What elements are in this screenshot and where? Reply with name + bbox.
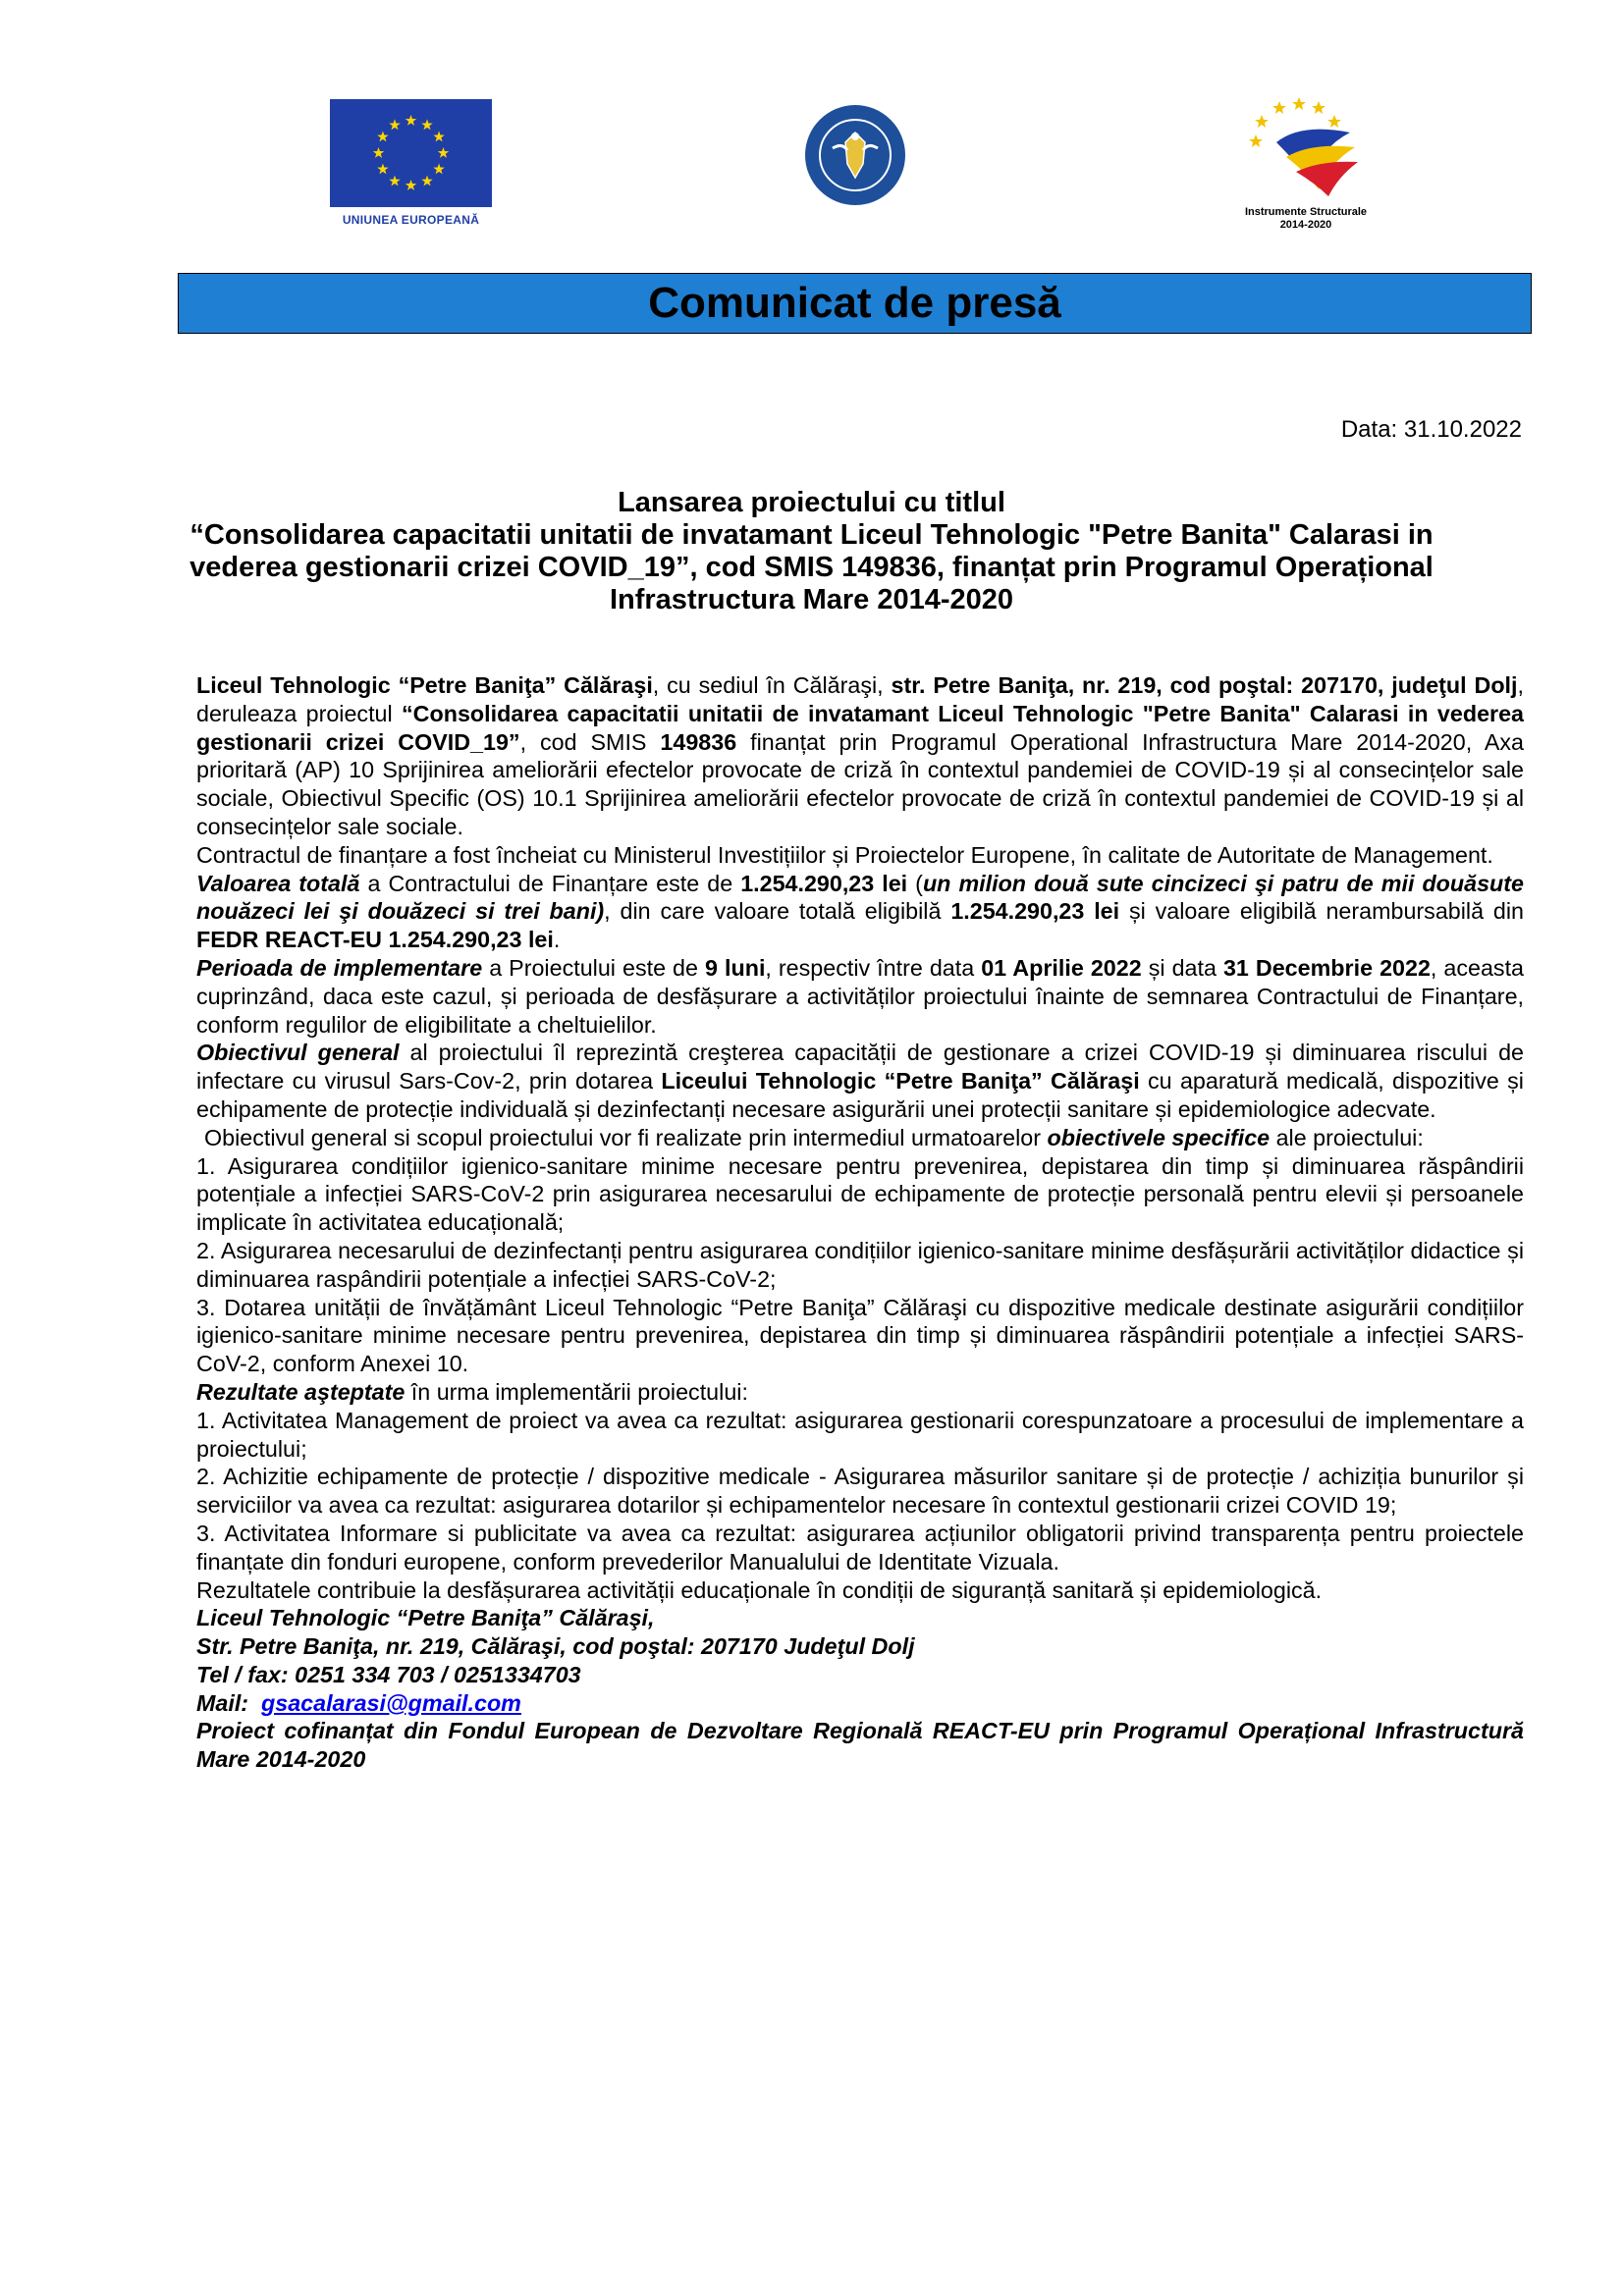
objective-item: 2. Asigurarea necesarului de dezinfectanți pentru asigurarea condițiilor igienico-sanitare minime desfășurării activităților didactice și diminuarea raspândirii potențiale a infecției SARS-CoV-2; (196, 1237, 1524, 1292)
period-label: Perioada de implementare (196, 954, 483, 981)
text-span: Obiectivul general si scopul proiectului vor fi realizate prin intermediul urmatoarelor (204, 1124, 1048, 1150)
text-span: cu aparatură medicală, dispozitive și echipamente de protecție individuală și dezinfectanți necesare asigurării unei protecții sanitare și epidemiologice adecvate. (196, 1068, 1524, 1122)
structural-instruments-caption-2: 2014-2020 (1279, 219, 1332, 231)
document-body (196, 671, 1524, 1774)
paragraph-intro (196, 671, 1524, 841)
eu-flag-icon (330, 99, 492, 207)
text-span: , deruleaza proiectul (196, 672, 1524, 726)
structural-instruments-icon (1242, 93, 1370, 201)
total-value: 1.254.290,23 lei (740, 870, 908, 896)
government-seal-icon (803, 103, 907, 207)
title-line-1: Lansarea proiectului cu titlul (618, 487, 1005, 518)
result-item: 1. Activitatea Management de proiect va avea ca rezultat: asigurarea gestionarii corespunzatoare a procesului de implementare a proiectului; (196, 1407, 1524, 1462)
structural-instruments-caption-1: Instrumente Structurale (1244, 206, 1368, 218)
start-date: 01 Aprilie 2022 (981, 954, 1142, 981)
text-span: a Proiectului este de (482, 954, 706, 981)
document-title (177, 487, 1446, 616)
objective-item: 1. Asigurarea condițiilor igienico-sanitare minime necesare pentru prevenirea, depistarea din timp și diminuarea răspândirii potențiale a infecției SARS-CoV-2 prin asigurarea necesarului de echipamente de protecție personală pentru elevii și persoanele implicate în activitatea educațională; (196, 1152, 1524, 1236)
text-span: și data (1141, 954, 1223, 981)
text-span: . (553, 927, 561, 953)
paragraph-specific-intro (196, 1124, 1524, 1152)
text-span: ale proiectului: (1270, 1124, 1424, 1150)
government-seal (803, 103, 907, 212)
text-span: și valoare eligibilă nerambursabilă din (1119, 898, 1524, 925)
text-span: , aceasta cuprinzând, daca este cazul, și perioada de desfășurare a activităților proiectului înainte de semnarea Contractului de Finanțare, conform regulilor de eligibilitate a cheltuielilor. (196, 954, 1525, 1038)
project-title: “Consolidarea capacitatii unitatii de invatamant Liceul Tehnologic "Petre Banita" Calarasi in vederea gestionarii crizei COVID_19” (196, 700, 1524, 755)
school-address: str. Petre Baniţa, nr. 219, cod poştal: 207170, judeţul Dolj (891, 672, 1518, 698)
eligible-value: 1.254.290,23 lei (950, 898, 1120, 925)
text-span: , cod SMIS (519, 728, 661, 755)
objective-item: 3. Dotarea unității de învățământ Liceul Tehnologic “Petre Baniţa” Călăraşi cu dispozitive medicale destinate asigurării condițiilor igienico-sanitare minime necesare pentru prevenirea, depistarea din timp și diminuarea răspândirii potențiale a infecției SARS-CoV-2, conform Anexei 10. (196, 1294, 1524, 1377)
eu-logo (330, 99, 492, 227)
footer-mail-label: Mail: (196, 1689, 262, 1716)
footer-org: Liceul Tehnologic “Petre Baniţa” Călăraşi, (196, 1605, 655, 1631)
email-link[interactable]: gsacalarasi@gmail.com (261, 1689, 521, 1716)
paragraph-period (196, 954, 1524, 1039)
text-span: finanțat prin Programul Operational Infrastructura Mare 2014-2020, Axa prioritară (AP) 10 Sprijinirea ameliorării efectelor provocate de criză în contextul pandemiei de COVID-19 și al consecințelor sale sociale, Obiectivul Specific (OS) 10.1 Sprijinirea ameliorării efectelor provocate de criză în contextul pandemiei de COVID-19 și al consecințelor sale sociale. (196, 728, 1524, 839)
text-span: în urma implementării proiectului: (405, 1378, 748, 1405)
fedr-value: FEDR REACT-EU 1.254.290,23 lei (196, 927, 554, 953)
text-span: a Contractului de Finanțare este de (359, 870, 741, 896)
text-span: ( (907, 870, 923, 896)
paragraph-contribution: Rezultatele contribuie la desfășurarea activității educaționale în condiții de siguranță sanitară și epidemiologică. (196, 1576, 1323, 1603)
text-span: , din care valoare totală eligibilă (604, 898, 951, 925)
footer-block (196, 1604, 1524, 1774)
title-line-2: “Consolidarea capacitatii unitatii de invatamant Liceul Tehnologic "Petre Banita" Calarasi in vederea gestionarii crizei COVID_19”, cod SMIS 149836, finanțat prin Programul Operațional Infrastructura Mare 2014-2020 (189, 519, 1434, 615)
result-item: 3. Activitatea Informare si publicitate va avea ca rezultat: asigurarea acțiunilor obligatorii privind transparența pentru proiectele finanțate din fonduri europene, conform prevederilor Manualului de Identitate Vizuala. (196, 1520, 1524, 1575)
smis-code: 149836 (660, 728, 737, 755)
footer-tel: Tel / fax: 0251 334 703 / 0251334703 (196, 1661, 581, 1687)
total-value-label: Valoarea totală (196, 870, 360, 896)
text-span: al proiectului îl reprezintă creşterea capacității de gestionare a crizei COVID-19 și diminuarea riscului de infectare cu virusul Sars-Cov-2, prin dotarea (196, 1040, 1524, 1095)
duration: 9 luni (705, 954, 766, 981)
paragraph-value (196, 870, 1524, 954)
document-date: Data: 31.10.2022 (1340, 416, 1522, 443)
text-span: , respectiv între data (765, 954, 982, 981)
paragraph-contract: Contractul de finanțare a fost încheiat cu Ministerul Investițiilor și Proiectelor Europene, în calitate de Autoritate de Management. (196, 841, 1493, 868)
value-in-words: un milion două sute cincizeci şi patru de mii douăsute nouăzeci lei şi douăzeci si trei bani) (196, 870, 1525, 925)
text-span: , cu sediul în Călăraşi, (652, 672, 892, 698)
press-release-banner (178, 273, 1532, 334)
paragraph-results-intro (196, 1378, 1524, 1407)
banner-title: Comunicat de presă (648, 279, 1061, 327)
school-name-emphasis: Liceului Tehnologic “Petre Baniţa” Călăraşi (661, 1068, 1140, 1095)
structural-instruments-logo (1222, 93, 1389, 232)
eu-caption: UNIUNEA EUROPEANĂ (342, 213, 480, 227)
end-date: 31 Decembrie 2022 (1222, 954, 1431, 981)
paragraph-general-objective (196, 1039, 1524, 1123)
expected-results-label: Rezultate aşteptate (196, 1378, 406, 1405)
specific-objectives-label: obiectivele specifice (1047, 1124, 1271, 1150)
general-objective-label: Obiectivul general (196, 1040, 400, 1066)
footer-address: Str. Petre Baniţa, nr. 219, Călăraşi, cod poştal: 207170 Judeţul Dolj (196, 1633, 915, 1660)
footer-cofinance: Proiect cofinanțat din Fondul European de Dezvoltare Regională REACT-EU prin Programul Operațional Infrastructură Mare 2014-2020 (196, 1718, 1524, 1773)
school-name: Liceul Tehnologic “Petre Baniţa” Călăraşi (196, 672, 653, 698)
result-item: 2. Achizitie echipamente de protecție / dispozitive medicale - Asigurarea măsurilor sanitare și de protecție / achiziția bunurilor și serviciilor va avea ca rezultat: asigurarea dotarilor și echipamentelor necesare în contextul gestionarii crizei COVID 19; (196, 1464, 1524, 1519)
logo-header (0, 93, 1623, 260)
